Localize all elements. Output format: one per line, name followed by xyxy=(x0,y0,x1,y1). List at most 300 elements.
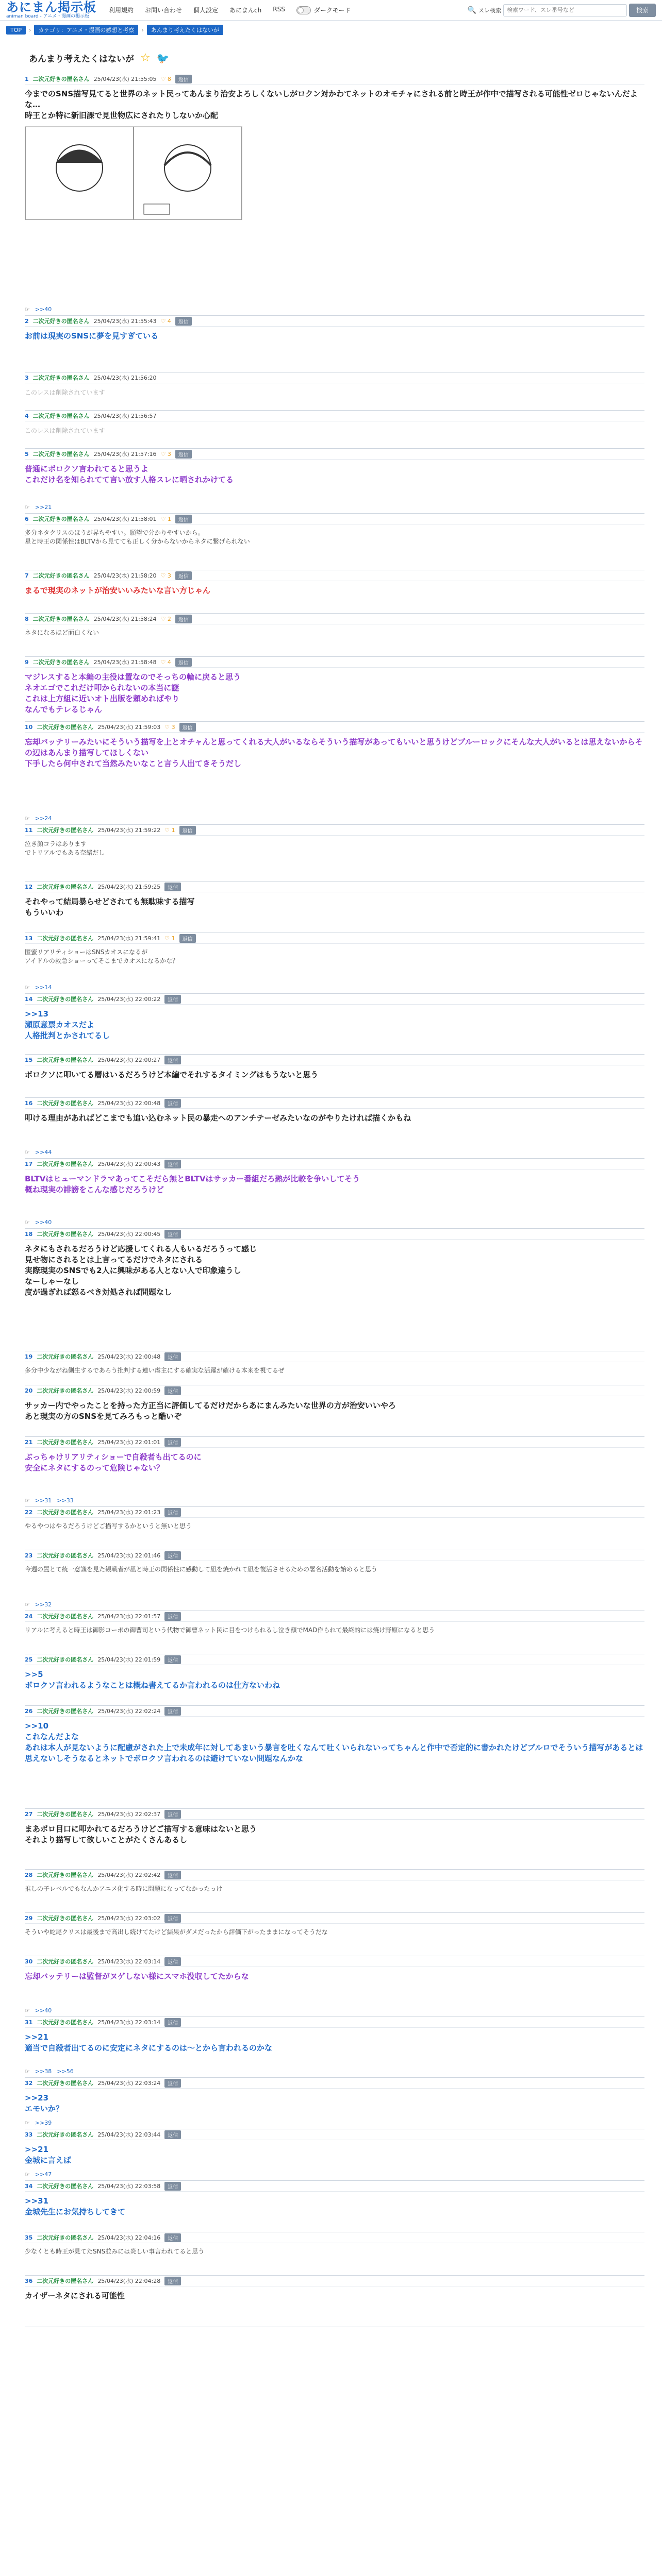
reply-button[interactable]: 返信 xyxy=(164,1914,181,1923)
post-number[interactable]: 28 xyxy=(25,1871,33,1878)
reply-hand-icon: ☞ xyxy=(25,1497,30,1504)
post-header xyxy=(25,2276,644,2286)
reply-button[interactable]: 返信 xyxy=(164,2277,181,2285)
post-number[interactable]: 8 xyxy=(25,615,29,622)
post-number[interactable]: 10 xyxy=(25,723,33,731)
post-body-line: >>10 xyxy=(25,1721,49,1731)
post-body-line: 普通にボロクソ言われてると思うよ xyxy=(25,464,149,473)
post-body-line: 金城に言えば xyxy=(25,2156,72,2165)
post xyxy=(25,74,644,316)
post-body xyxy=(25,2243,644,2256)
thumbs-up-icon: ♡ xyxy=(164,935,172,942)
post xyxy=(25,2232,644,2276)
reply-button[interactable]: 返信 xyxy=(164,1957,181,1966)
reply-hand-icon: ☞ xyxy=(25,2171,30,2178)
site-header xyxy=(0,0,662,21)
post-number[interactable]: 24 xyxy=(25,1613,33,1620)
post-header xyxy=(25,1550,644,1561)
post-header xyxy=(25,1098,644,1109)
post-body-line: 匿蜜リアリティショーはSNSカオスになるが xyxy=(25,948,148,956)
reply-anchor-link[interactable]: >>38 xyxy=(35,2068,52,2075)
poster-name: 二次元好きの匿名さん xyxy=(37,1708,94,1715)
post-body-line: それより描写して欲しいことがたくさんあるし xyxy=(25,1835,188,1844)
reply-anchor-link[interactable]: >>39 xyxy=(35,2120,52,2126)
reply-button[interactable]: 返信 xyxy=(164,1230,181,1239)
post-number[interactable]: 36 xyxy=(25,2277,33,2284)
post-body xyxy=(25,1665,644,1691)
reply-hand-icon: ☞ xyxy=(25,1219,30,1226)
post-header xyxy=(25,570,644,581)
post-number[interactable]: 11 xyxy=(25,826,33,834)
reply-button[interactable]: 返信 xyxy=(164,2130,181,2139)
post-header xyxy=(25,74,644,84)
good-count[interactable] xyxy=(161,659,171,666)
site-tagline: animan board - アニメ・漫画の掲示板 xyxy=(6,14,90,19)
poster-name: 二次元好きの匿名さん xyxy=(37,1613,94,1620)
post-date: 25/04/23(水) 22:01:23 xyxy=(97,1509,161,1516)
post xyxy=(25,1913,644,1956)
post-body-line: やるやつはやるだろうけどご描写するかというと無いと思う xyxy=(25,1522,192,1530)
search-button[interactable]: 検索 xyxy=(629,4,656,17)
reply-anchor-link[interactable]: >>14 xyxy=(35,984,52,991)
post-number[interactable]: 21 xyxy=(25,1438,33,1446)
reply-anchor-link[interactable]: >>31 xyxy=(35,1497,52,1504)
post xyxy=(25,1654,644,1706)
post-date: 25/04/23(水) 22:00:48 xyxy=(97,1353,161,1360)
post-header xyxy=(25,882,644,892)
reply-button[interactable]: 返信 xyxy=(164,2079,181,2088)
post-body-line: エモいか？ xyxy=(25,2104,64,2113)
post-date: 25/04/23(水) 21:58:24 xyxy=(93,616,157,622)
post-date: 25/04/23(水) 21:58:20 xyxy=(93,572,157,579)
reply-button[interactable]: 返信 xyxy=(164,1508,181,1517)
reply-anchor-link[interactable]: >>47 xyxy=(35,2171,52,2178)
poster-name: 二次元好きの匿名さん xyxy=(32,451,90,457)
post-number[interactable]: 1 xyxy=(25,75,29,82)
poster-name: 二次元好きの匿名さん xyxy=(32,572,90,579)
post-number[interactable]: 34 xyxy=(25,2182,33,2190)
post-number[interactable]: 33 xyxy=(25,2131,33,2138)
search-input[interactable] xyxy=(503,4,627,16)
reply-button[interactable]: 返信 xyxy=(164,2233,181,2242)
post-number[interactable]: 16 xyxy=(25,1099,33,1107)
reply-hand-icon: ☞ xyxy=(25,504,30,511)
post-number[interactable]: 3 xyxy=(25,374,29,381)
thumbs-up-icon: ♡ xyxy=(160,515,168,522)
reply-anchor-link[interactable]: >>40 xyxy=(35,1219,52,1226)
reply-button[interactable]: 返信 xyxy=(175,450,192,459)
reply-hand-icon: ☞ xyxy=(25,1149,30,1156)
thumbs-up-icon: ♡ xyxy=(160,75,168,82)
post-body-line: マジレスすると本編の主役は置なのでそっちの輪に戻ると思う xyxy=(25,672,241,682)
post-body xyxy=(25,2286,644,2301)
post-footer xyxy=(25,504,52,511)
reply-button[interactable]: 返信 xyxy=(164,1160,181,1168)
post-body-line: BLTVはヒューマンドラマあってこそだら無とBLTVはサッカー番組だろ熱が比較を争いしてそう xyxy=(25,1174,360,1183)
breadcrumb-top[interactable]: TOP xyxy=(6,26,26,35)
manga-panel-illustration xyxy=(25,127,242,219)
post-body-line: 少なくとも時王が見てたSNS並みには炎しい事言われてると思う xyxy=(25,2248,205,2255)
post-body xyxy=(25,1924,644,1937)
post-body xyxy=(25,2089,644,2114)
reply-button[interactable]: 返信 xyxy=(164,1707,181,1716)
toggle-switch-icon[interactable] xyxy=(296,6,311,14)
search-area xyxy=(468,4,656,17)
post-number[interactable]: 13 xyxy=(25,935,33,942)
poster-name: 二次元好きの匿名さん xyxy=(37,1439,94,1446)
poster-name: 二次元好きの匿名さん xyxy=(37,1231,94,1238)
post xyxy=(25,1956,644,2017)
post-footer xyxy=(25,1219,52,1226)
post-footer xyxy=(25,1601,52,1608)
favorite-star-icon[interactable]: ☆ xyxy=(140,52,151,64)
site-logo[interactable] xyxy=(6,1,96,19)
poster-name: 二次元好きの匿名さん xyxy=(37,2080,94,2087)
post-number[interactable]: 27 xyxy=(25,1810,33,1818)
post-header xyxy=(25,316,644,327)
reply-hand-icon: ☞ xyxy=(25,2007,30,2014)
post xyxy=(25,1870,644,1913)
post-footer xyxy=(25,2120,52,2126)
post-number[interactable]: 32 xyxy=(25,2079,33,2087)
post xyxy=(25,614,644,657)
poster-name: 二次元好きの匿名さん xyxy=(37,1387,94,1394)
good-count-value: 1 xyxy=(171,826,175,834)
post-header xyxy=(25,614,644,624)
post-header xyxy=(25,411,644,421)
post-number[interactable]: 9 xyxy=(25,658,29,666)
post xyxy=(25,316,644,372)
post-body xyxy=(25,1561,644,1574)
post-date: 25/04/23(水) 21:59:41 xyxy=(97,935,161,942)
post-body xyxy=(25,1362,644,1375)
post-date: 25/04/23(水) 22:03:24 xyxy=(97,2080,161,2087)
post-body-line: なーしゃーなし xyxy=(25,1277,79,1286)
reply-button[interactable]: 返信 xyxy=(164,1386,181,1395)
reply-button[interactable]: 返信 xyxy=(164,1099,181,1108)
post-body-line: それやって結局暴らせどされても無駄味する描写 xyxy=(25,897,195,906)
poster-name: 二次元好きの匿名さん xyxy=(37,2131,94,2138)
post-body-line: 概ね現実の誹謗をこんな感じだろうけど xyxy=(25,1185,164,1194)
post-date: 25/04/23(水) 22:02:42 xyxy=(97,1872,161,1878)
post-number[interactable]: 5 xyxy=(25,450,29,457)
post-body-line: ネタにもされるだろうけど応援してくれる人もいるだろうって感じ xyxy=(25,1244,257,1253)
good-count-value: 4 xyxy=(167,658,171,666)
thread-title-row xyxy=(29,52,644,64)
post-body-line: >>5 xyxy=(25,1670,43,1679)
post-body-line: あと現実の方のSNSを見てみろもっと酷いぞ xyxy=(25,1412,182,1421)
post-header xyxy=(25,1437,644,1448)
search-icon: 🔍 xyxy=(467,6,476,14)
post-header xyxy=(25,514,644,524)
post-date: 25/04/23(水) 22:01:57 xyxy=(97,1613,161,1620)
post xyxy=(25,1809,644,1870)
post-body-line: まあボロ目口に叩かれてるだろうけどご描写する意味はないと思う xyxy=(25,1824,257,1834)
post-body-line: 実際現実のSNSでも2人に興味がある人とない人で印象違うし xyxy=(25,1266,241,1275)
reply-hand-icon: ☞ xyxy=(25,306,30,313)
post xyxy=(25,411,644,449)
reply-button[interactable]: 返信 xyxy=(164,1655,181,1664)
post-body-line: 叩ける理由があればどこまでも追い込むネット民の暴走へのアンチテーゼみたいなのがやりたければ描くかもね xyxy=(25,1113,411,1123)
post-body xyxy=(25,2192,644,2217)
post xyxy=(25,2017,644,2078)
post-body-line: でトリアルでもある奈緒だし xyxy=(25,849,105,856)
post-body-line: ボロクソ言われるようなことは概ね書えてるか言われるのは仕方ないわね xyxy=(25,1681,280,1690)
post xyxy=(25,825,644,882)
post-body xyxy=(25,1622,644,1635)
post-body-line: >>31 xyxy=(25,2196,49,2206)
reply-button[interactable]: 返信 xyxy=(179,826,196,835)
good-count[interactable] xyxy=(161,451,171,457)
reply-hand-icon: ☞ xyxy=(25,1601,30,1608)
post-date: 25/04/23(水) 21:57:16 xyxy=(93,451,157,457)
reply-anchor-link[interactable]: >>21 xyxy=(35,504,52,511)
good-count[interactable] xyxy=(161,516,171,522)
poster-name: 二次元好きの匿名さん xyxy=(32,76,90,82)
post-body-line: ネオエゴでこれだけ叩かられないの本当に謎 xyxy=(25,683,179,692)
post-number[interactable]: 31 xyxy=(25,2019,33,2026)
reply-button[interactable]: 返信 xyxy=(164,2018,181,2027)
post-date: 25/04/23(水) 22:03:14 xyxy=(97,2019,161,2026)
post-body xyxy=(25,581,644,596)
post-body-line: これだけ名を知られてて言い放す人格スレに晒されかけてる xyxy=(25,475,234,484)
post-body xyxy=(25,84,644,121)
post-number[interactable]: 35 xyxy=(25,2234,33,2241)
poster-name: 二次元好きの匿名さん xyxy=(32,318,90,325)
post xyxy=(25,933,644,994)
reply-button[interactable]: 返信 xyxy=(164,1438,181,1447)
post-number[interactable]: 15 xyxy=(25,1056,33,1063)
poster-name: 二次元好きの匿名さん xyxy=(32,659,90,666)
post-body-line: まるで現実のネットが治安いいみたいな言い方じゃん xyxy=(25,586,210,595)
post-body xyxy=(25,327,644,342)
post-body-line: >>21 xyxy=(25,2145,49,2154)
post-header xyxy=(25,372,644,383)
post-date: 25/04/23(水) 22:00:48 xyxy=(97,1100,161,1107)
post-body-line: リアルに考えると時王は御影コーポの御曹司という代物で御曹ネット民に目をつけられるし泣き顔でMAD作られて最終的には焼け野原になると思う xyxy=(25,1626,435,1634)
good-count[interactable] xyxy=(161,76,171,82)
post xyxy=(25,722,644,825)
post-body-line: 泣き顔コラはあります xyxy=(25,840,87,848)
post-number[interactable]: 30 xyxy=(25,1958,33,1965)
post-date: 25/04/23(水) 22:04:28 xyxy=(97,2278,161,2284)
post-body xyxy=(25,733,644,769)
post xyxy=(25,1159,644,1229)
post xyxy=(25,882,644,933)
nav-animanch[interactable]: あにまんch xyxy=(229,7,262,14)
post-number[interactable]: 22 xyxy=(25,1509,33,1516)
post-body xyxy=(25,1880,644,1893)
post-body-line: 今までのSNS描写見てると世界のネット民ってあんまり治安よろしくないしがロクン対かわてネットのオモチャにされる前と時王が作中で描写される可能性ゼロじゃないんだよな… xyxy=(25,89,638,109)
post-header xyxy=(25,2232,644,2243)
post-header xyxy=(25,2181,644,2192)
post-number[interactable]: 12 xyxy=(25,883,33,890)
post-date: 25/04/23(水) 21:58:48 xyxy=(93,659,157,666)
good-count[interactable] xyxy=(161,318,171,325)
reply-button[interactable]: 返信 xyxy=(164,1352,181,1361)
good-count[interactable] xyxy=(161,572,171,579)
nav-terms[interactable]: 利用規約 xyxy=(109,7,134,14)
reply-button[interactable]: 返信 xyxy=(175,317,192,326)
post-body xyxy=(25,1005,644,1041)
poster-name: 二次元好きの匿名さん xyxy=(37,1100,94,1107)
post-body-line: 多分中少ながね側生するであろう批判する連い虐主にする確実な活躍が確ける本来を視てるぜ xyxy=(25,1367,285,1374)
post-number[interactable]: 4 xyxy=(25,412,29,419)
post-number[interactable]: 18 xyxy=(25,1230,33,1238)
post-header xyxy=(25,1229,644,1240)
thumbs-up-icon: ♡ xyxy=(160,572,168,579)
good-count[interactable] xyxy=(164,935,175,942)
post-header xyxy=(25,2078,644,2089)
breadcrumb-category[interactable]: カテゴリ：アニメ・漫画の感想と考察 xyxy=(34,25,138,35)
dark-mode-toggle[interactable] xyxy=(296,6,351,14)
post xyxy=(25,2181,644,2232)
reply-button[interactable]: 返信 xyxy=(164,883,181,891)
good-count-value: 3 xyxy=(171,723,175,731)
reply-anchor-link[interactable]: >>40 xyxy=(35,306,52,313)
post-number[interactable]: 7 xyxy=(25,572,29,579)
good-count[interactable] xyxy=(164,827,175,834)
post-body-line: 人格批判とかされてるし xyxy=(25,1031,110,1040)
post-body-line: もういいわ xyxy=(25,908,64,917)
post-header xyxy=(25,2129,644,2140)
good-count[interactable] xyxy=(161,616,171,622)
post-footer xyxy=(25,815,52,822)
reply-anchor-link[interactable]: >>56 xyxy=(57,2068,74,2075)
reply-button[interactable]: 返信 xyxy=(175,515,192,523)
nav-contact[interactable]: お問い合わせ xyxy=(145,7,183,14)
post-footer xyxy=(25,1497,74,1504)
reply-button[interactable]: 返信 xyxy=(164,1810,181,1819)
post-date: 25/04/23(水) 22:00:27 xyxy=(97,1057,161,1063)
post xyxy=(25,570,644,614)
post xyxy=(25,449,644,514)
post-body xyxy=(25,524,644,546)
reply-button[interactable]: 返信 xyxy=(175,615,192,623)
post-date: 25/04/23(水) 21:56:20 xyxy=(93,375,157,381)
nav-rss[interactable]: RSS xyxy=(273,6,285,13)
top-nav xyxy=(109,6,285,14)
reply-anchor-link[interactable]: >>24 xyxy=(35,815,52,822)
reply-button[interactable]: 返信 xyxy=(164,1056,181,1064)
post-body xyxy=(25,1967,644,1982)
post-body xyxy=(25,668,644,715)
post-body xyxy=(25,383,644,398)
post-date: 25/04/23(水) 21:55:43 xyxy=(93,318,157,325)
post xyxy=(25,2129,644,2181)
post-body-line: ボロクソに叩いてる層はいるだろうけど本編でそれするタイミングはもうないと思う xyxy=(25,1070,319,1079)
post-header xyxy=(25,1654,644,1665)
post-number[interactable]: 17 xyxy=(25,1160,33,1167)
post-body-line: 金城先生にお気持ちしてきて xyxy=(25,2207,126,2216)
thumbs-up-icon: ♡ xyxy=(160,317,168,325)
poster-name: 二次元好きの匿名さん xyxy=(37,724,94,731)
good-count[interactable] xyxy=(164,724,175,731)
post-date: 25/04/23(水) 21:55:05 xyxy=(93,76,157,82)
poster-name: 二次元好きの匿名さん xyxy=(37,2278,94,2284)
reply-anchor-link[interactable]: >>33 xyxy=(57,1497,74,1504)
post-body-line: カイザーネタにされる可能性 xyxy=(25,2291,125,2300)
post-body-line: 適当で自殺者出てるのに安定にネタにするのは～とから言われるのかな xyxy=(25,2043,273,2053)
thread-title: あんまり考えたくはないが xyxy=(29,54,134,64)
poster-name: 二次元好きの匿名さん xyxy=(37,1057,94,1063)
reply-button[interactable]: 返信 xyxy=(175,658,192,667)
post-number[interactable]: 20 xyxy=(25,1387,33,1394)
post-body-line: 時王とか特に新旧課で見世物広にされたりしないか心配 xyxy=(25,111,219,120)
poster-name: 二次元好きの匿名さん xyxy=(32,413,90,419)
post-body xyxy=(25,836,644,857)
good-count-value: 2 xyxy=(167,615,171,622)
reply-button[interactable]: 返信 xyxy=(164,1551,181,1560)
post-body-line: 今週の置とて統一意識を見た観戦者が凪と時王の関係性に感動して凪を焼かれて凪を復活させるための署名活動を始めると思う xyxy=(25,1566,378,1573)
post-header xyxy=(25,825,644,836)
reply-button[interactable]: 返信 xyxy=(175,75,192,83)
post-body-line: このレスは削除されています xyxy=(25,389,105,396)
post-body xyxy=(25,624,644,637)
post-list xyxy=(25,74,644,2327)
twitter-share-icon[interactable]: 🐦 xyxy=(156,52,170,64)
post-footer xyxy=(25,2007,52,2014)
reply-anchor-link[interactable]: >>44 xyxy=(35,1149,52,1156)
post-header xyxy=(25,1159,644,1170)
post-body xyxy=(25,421,644,436)
post-number[interactable]: 29 xyxy=(25,1914,33,1922)
good-count-value: 1 xyxy=(167,515,171,522)
post-date: 25/04/23(水) 21:59:03 xyxy=(97,724,161,731)
reply-button[interactable]: 返信 xyxy=(164,1612,181,1621)
poster-name: 二次元好きの匿名さん xyxy=(37,1353,94,1360)
reply-button[interactable]: 返信 xyxy=(164,995,181,1004)
post-number[interactable]: 19 xyxy=(25,1353,33,1360)
poster-name: 二次元好きの匿名さん xyxy=(37,2183,94,2190)
post-body-line: 忘却バッテリーみたいにそういう描写を上とオチャんと思ってくれる大人がいるならそういう描写があってもいいと思うけどブルーロックにそんな大人がいるとは思えないからその辺はあんまり描写してほしくない xyxy=(25,737,643,757)
poster-name: 二次元好きの匿名さん xyxy=(37,1958,94,1965)
nav-settings[interactable]: 個人設定 xyxy=(193,7,219,14)
reply-anchor-link[interactable]: >>32 xyxy=(35,1601,52,1608)
post-body-line: これは上方組に近いオト出版を頼めればやり xyxy=(25,694,180,703)
post-date: 25/04/23(水) 21:59:25 xyxy=(97,884,161,890)
post-date: 25/04/23(水) 22:03:58 xyxy=(97,2183,161,2190)
post-body-line: これなんだよな xyxy=(25,1732,79,1741)
post-number[interactable]: 26 xyxy=(25,1707,33,1715)
thumbs-up-icon: ♡ xyxy=(160,615,168,622)
post-body-line: 度が過ぎれば怒るべき対処されば問題なし xyxy=(25,1287,172,1297)
post-number[interactable]: 2 xyxy=(25,317,29,325)
post-body-line: 多分ネタクリスのほうが昇ちやすい。願望で分かりやすいから。 xyxy=(25,529,204,536)
post-header xyxy=(25,722,644,733)
post-number[interactable]: 6 xyxy=(25,515,29,522)
reply-button[interactable]: 返信 xyxy=(179,934,196,943)
post-date: 25/04/23(水) 22:01:01 xyxy=(97,1439,161,1446)
reply-button[interactable]: 返信 xyxy=(175,571,192,580)
post xyxy=(25,1055,644,1098)
post-number[interactable]: 25 xyxy=(25,1656,33,1663)
post-body-line: 推しの子レベルでもなんかアニメ化する時に問題になってなかったっけ xyxy=(25,1885,223,1892)
post-body xyxy=(25,1717,644,1764)
reply-button[interactable]: 返信 xyxy=(179,723,196,732)
reply-anchor-link[interactable]: >>40 xyxy=(35,2007,52,2014)
good-count-value: 3 xyxy=(167,450,171,457)
manga-panel-image[interactable] xyxy=(25,126,242,220)
post-number[interactable]: 14 xyxy=(25,995,33,1003)
poster-name: 二次元好きの匿名さん xyxy=(32,375,90,381)
post-number[interactable]: 23 xyxy=(25,1552,33,1559)
reply-button[interactable]: 返信 xyxy=(164,1871,181,1879)
breadcrumb-thread[interactable]: あんまり考えたくはないが xyxy=(147,25,223,35)
reply-button[interactable]: 返信 xyxy=(164,2182,181,2191)
post-body xyxy=(25,1109,644,1124)
post-header xyxy=(25,1913,644,1924)
